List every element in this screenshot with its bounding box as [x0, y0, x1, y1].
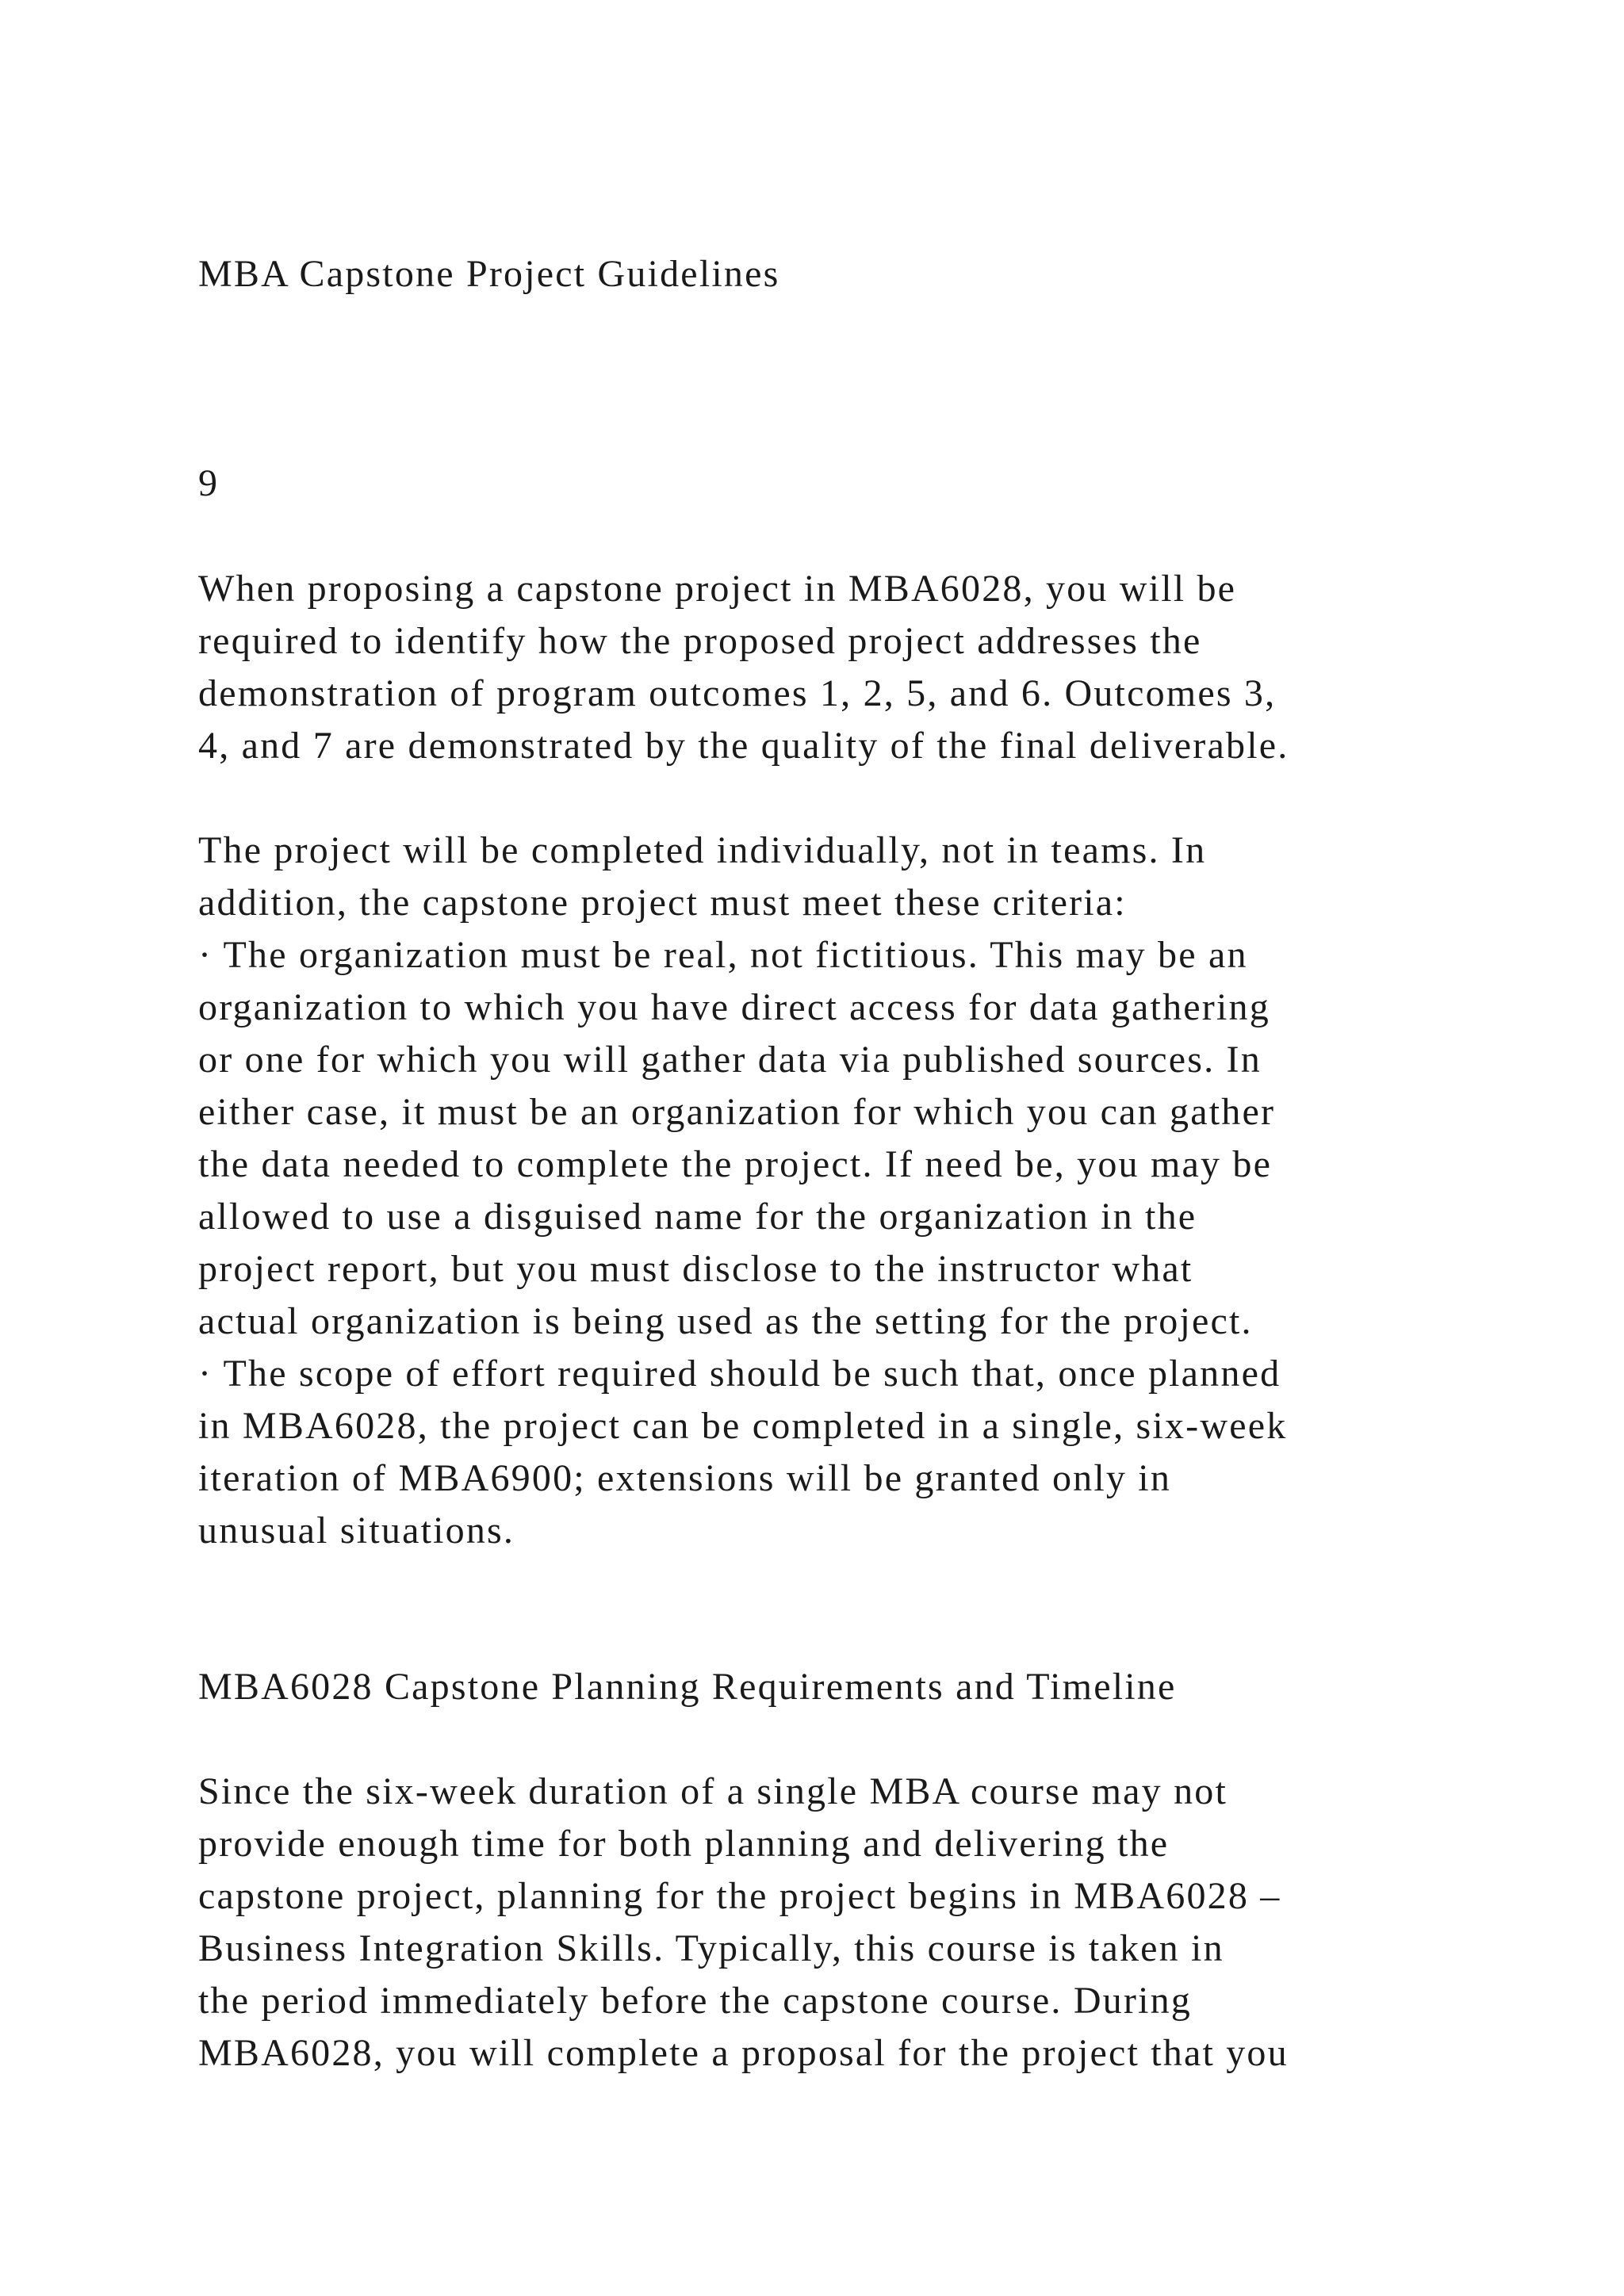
section-heading — [198, 1661, 1507, 1713]
text-line: MBA6028, you will complete a proposal for the project that you — [198, 2032, 1289, 2074]
text-line: provide enough time for both planning and delivering the — [198, 1823, 1170, 1865]
text-line: The project will be completed individually, not in teams. In — [198, 829, 1207, 871]
header-title-text: MBA Capstone Project Guidelines — [198, 253, 780, 295]
text-line: the data needed to complete the project. If need be, you may be — [198, 1143, 1273, 1185]
text-line: allowed to use a disguised name for the organization in the — [198, 1196, 1197, 1238]
text-line: required to identify how the proposed project addresses the — [198, 620, 1202, 662]
section-heading-text: MBA6028 Capstone Planning Requirements and Timeline — [198, 1666, 1177, 1708]
paragraph-planning — [198, 1766, 1507, 2080]
text-line: iteration of MBA6900; extensions will be granted only in — [198, 1457, 1172, 1499]
paragraph-criteria — [198, 825, 1507, 1557]
text-line: the period immediately before the capstone course. During — [198, 1980, 1193, 2022]
text-line: organization to which you have direct access for data gathering — [198, 986, 1270, 1028]
page-number — [198, 457, 1507, 510]
text-line: project report, but you must disclose to the instructor what — [198, 1248, 1193, 1290]
text-line: either case, it must be an organization for which you can gather — [198, 1091, 1276, 1133]
page-number-text: 9 — [198, 462, 220, 504]
text-line: demonstration of program outcomes 1, 2, 5, and 6. Outcomes 3, — [198, 672, 1277, 714]
text-line: unusual situations. — [198, 1510, 515, 1552]
bullet-line: · The organization must be real, not fictitious. This may be an — [198, 934, 1248, 976]
text-line: Business Integration Skills. Typically, this course is taken in — [198, 1927, 1224, 1969]
text-line: Since the six-week duration of a single MBA course may not — [198, 1770, 1228, 1812]
text-line: capstone project, planning for the project begins in MBA6028 – — [198, 1875, 1281, 1917]
text-line: actual organization is being used as the setting for the project. — [198, 1300, 1253, 1342]
text-line: 4, and 7 are demonstrated by the quality of the final deliverable. — [198, 725, 1289, 767]
bullet-line: · The scope of effort required should be such that, once planned — [198, 1353, 1281, 1395]
text-line: or one for which you will gather data via published sources. In — [198, 1039, 1262, 1081]
text-line: When proposing a capstone project in MBA6028, you will be — [198, 568, 1237, 610]
paragraph-outcomes — [198, 563, 1507, 772]
text-line: in MBA6028, the project can be completed in a single, six-week — [198, 1405, 1288, 1447]
text-line: addition, the capstone project must meet these criteria: — [198, 882, 1127, 924]
header-title — [198, 248, 1507, 300]
